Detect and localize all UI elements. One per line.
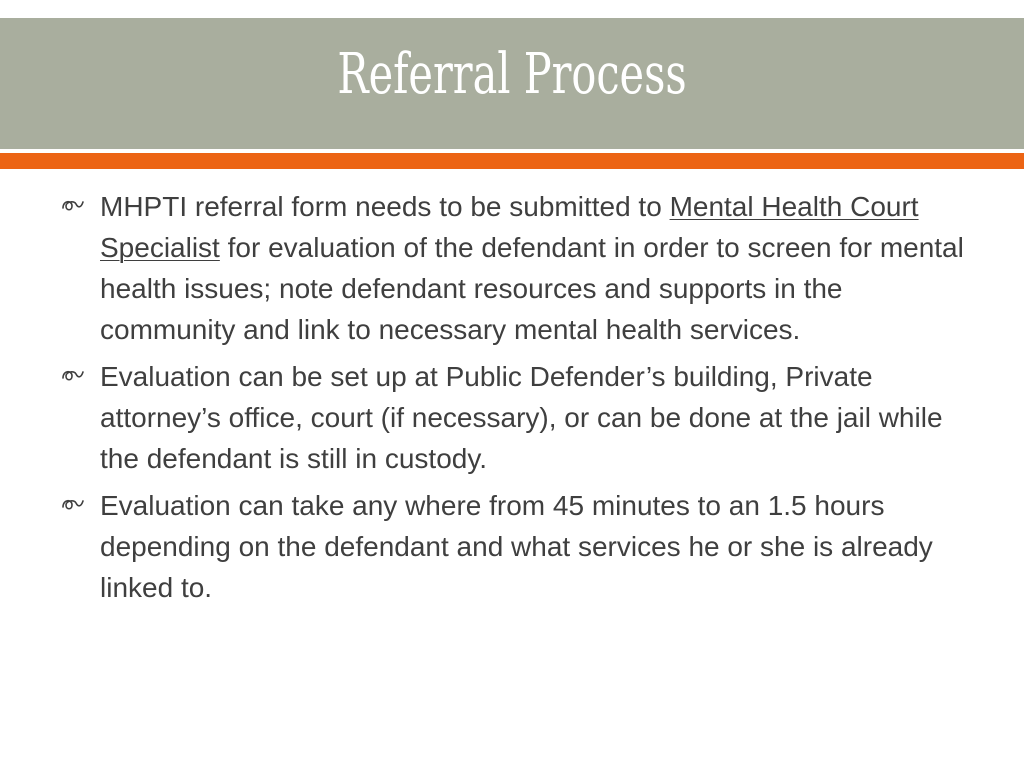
curl-bullet-icon: [60, 364, 86, 384]
accent-rule: [0, 153, 1024, 169]
bullet-text-2: Evaluation can be set up at Public Defender’s building, Private attorney’s office, court (if necessary), or can be done at the jail while the defendant is still in custody.: [100, 361, 943, 474]
curl-bullet-icon: [60, 194, 86, 214]
bullet-item-1: [100, 186, 980, 350]
bullet-text-3: Evaluation can take any where from 45 minutes to an 1.5 hours depending on the defendant and what services he or she is already linked to.: [100, 490, 933, 603]
bullet-list: [100, 186, 980, 614]
curl-bullet-icon: [60, 493, 86, 513]
bullet-item-2: [100, 356, 980, 479]
slide-title: Referral Process: [337, 42, 687, 107]
bullet-text-1a: MHPTI referral form needs to be submitted to: [100, 191, 670, 222]
mental-health-court-specialist-link[interactable]: Mental Health Court Specialist: [100, 191, 919, 263]
bullet-text-1b: for evaluation of the defendant in order to screen for mental health issues; note defendant resources and supports in the community and link to necessary mental health services.: [100, 232, 964, 345]
bullet-item-3: [100, 485, 980, 608]
